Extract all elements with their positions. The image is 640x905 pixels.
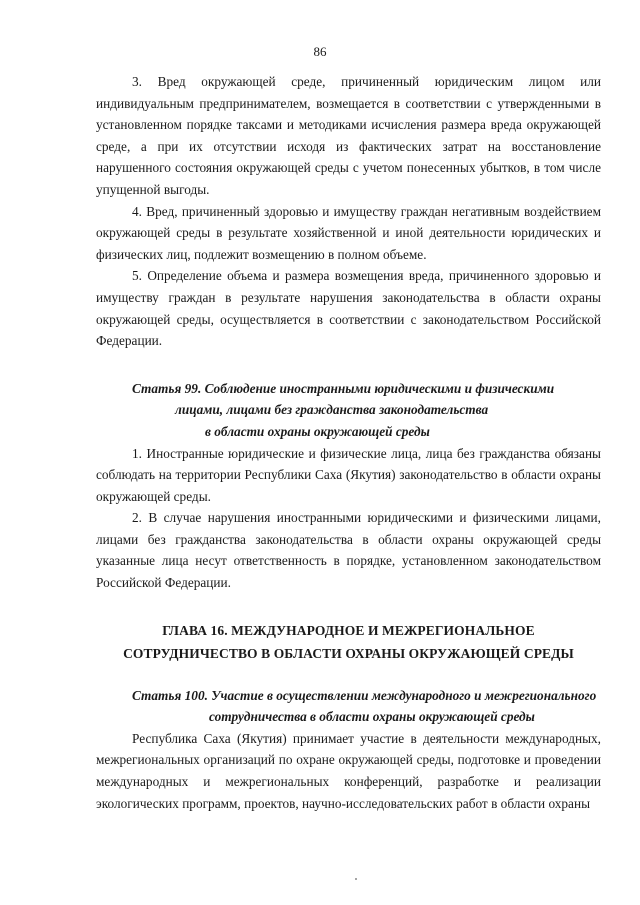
article-99-paragraph-2: 2. В случае нарушения иностранными юридическими и физическими лицами, лицами без гражданства законодательства в области охраны окружающей среды указанные лица несут ответственность в порядке, установленном законодательством Российской Федерации.: [96, 510, 601, 591]
scan-speck: [355, 878, 357, 880]
spacer: [96, 352, 601, 378]
article-99-title: [96, 378, 601, 443]
article-100-paragraph-1: Республика Саха (Якутия) принимает участие в деятельности международных, межрегиональных организаций по охране окружающей среды, подготовке и проведении международных и межрегиональных конференций, разработке и реализации экологических программ, проектов, научно-исследовательских работ в области охраны: [96, 730, 601, 811]
spacer: [96, 665, 601, 685]
paragraph-3-damage-environment: 3. Вред окружающей среде, причиненный юридическим лицом или индивидуальным предпринимателем, возмещается в соответствии с утвержденными в установленном порядке таксами и методиками исчисления размера вреда окружающей среде, а при их отсутствии исходя из фактических затрат на восстановление нарушенного состояния окружающей среды с учетом понесенных убытков, в том числе упущенной выгоды.: [96, 74, 601, 197]
spacer: [96, 594, 601, 619]
article-100-title-line-2: сотрудничества в области охраны окружающей среды: [209, 709, 535, 725]
paragraph-5-damage-assessment: 5. Определение объема и размера возмещения вреда, причиненного здоровью и имуществу граждан в результате нарушения законодательства в области охраны окружающей среды, осуществляется в соответствии с законодательством Российской Федерации.: [96, 268, 601, 349]
page-number: 86: [313, 44, 327, 59]
article-99-title-line-2: лицами, лицами без гражданства законодательства: [175, 402, 489, 418]
page-content: [96, 71, 601, 814]
article-100-title-line-1: Статья 100. Участие в осуществлении международного и межрегионального: [132, 687, 597, 703]
chapter-16-title: [96, 619, 601, 665]
article-99-paragraph-1: 1. Иностранные юридические и физические лица, лица без гражданства обязаны соблюдать на территории Республики Саха (Якутия) законодательство в области охраны окружающей среды.: [96, 445, 601, 504]
chapter-16-title-line-1: ГЛАВА 16. МЕЖДУНАРОДНОЕ И МЕЖРЕГИОНАЛЬНОЕ: [162, 622, 535, 638]
paragraph-4-damage-health: 4. Вред, причиненный здоровью и имуществу граждан негативным воздействием окружающей среды в результате хозяйственной и иной деятельности юридических и физических лиц, подлежит возмещению в полном объеме.: [96, 203, 601, 262]
article-99-title-line-3: в области охраны окружающей среды: [205, 423, 430, 439]
article-100-title: [96, 685, 601, 728]
chapter-16-title-line-2: СОТРУДНИЧЕСТВО В ОБЛАСТИ ОХРАНЫ ОКРУЖАЮЩЕЙ СРЕДЫ: [123, 645, 574, 661]
article-99-title-line-1: Статья 99. Соблюдение иностранными юридическими и физическими: [132, 380, 555, 396]
